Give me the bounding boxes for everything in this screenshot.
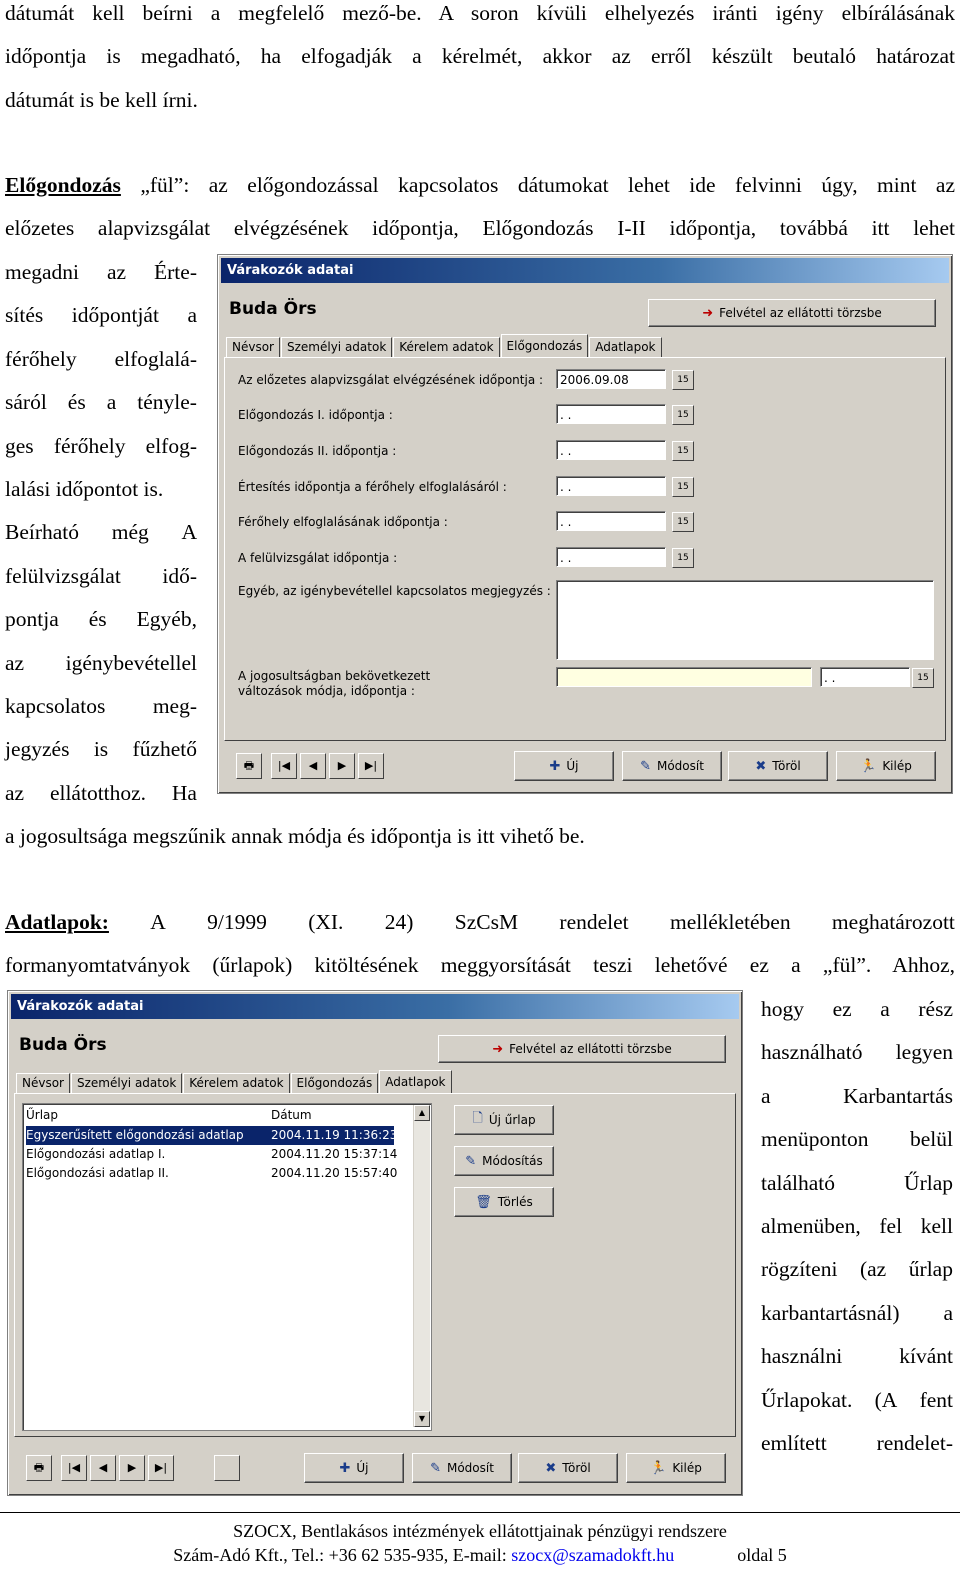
text-line: dátumát is be kell írni.	[5, 87, 198, 112]
word: használható	[761, 1040, 863, 1065]
delete-icon: ✖	[545, 1460, 557, 1476]
word: az	[5, 650, 25, 675]
rights-label	[238, 669, 430, 699]
modify-form-icon: ✎	[465, 1153, 477, 1169]
word: rész	[918, 997, 953, 1021]
adatlapok-heading: Adatlapok:	[5, 910, 109, 934]
text-line	[5, 555, 197, 598]
forms-list[interactable]	[22, 1103, 432, 1431]
delete-icon: ✖	[755, 758, 767, 774]
word: sáról	[5, 390, 47, 415]
text-line	[5, 642, 197, 685]
word: Ha	[171, 780, 197, 805]
word: lalási időpontot is.	[5, 477, 164, 502]
transfer-icon: ➜	[702, 305, 714, 321]
word: Űrlap	[904, 1170, 953, 1195]
calendar-icon[interactable]: 15	[672, 548, 694, 568]
word: fent	[919, 1387, 953, 1412]
elogondozas-heading: Előgondozás	[5, 173, 121, 197]
text-line	[5, 598, 197, 641]
text-line	[761, 1118, 953, 1161]
date-input-ferohely[interactable]: . .	[556, 511, 666, 531]
dialog-adatlapok	[7, 990, 743, 1496]
text-line	[5, 772, 197, 815]
word: található	[761, 1170, 836, 1195]
text-line	[761, 1422, 953, 1465]
word: hogy	[761, 997, 804, 1021]
word: almenüben,	[761, 1214, 861, 1239]
text-line	[761, 1162, 953, 1205]
footer-line-2	[0, 1543, 960, 1567]
modify-button[interactable]	[412, 1453, 512, 1483]
field-label: A felülvizsgálat időpontja :	[238, 551, 398, 565]
tab-kerelem-adatok[interactable]: Kérelem adatok	[393, 337, 499, 357]
tab-adatlapok[interactable]: Adatlapok	[379, 1070, 451, 1093]
text-line	[761, 1292, 953, 1335]
word: meg-	[152, 694, 197, 719]
calendar-icon[interactable]: 15	[672, 370, 694, 390]
word: Érte-	[154, 260, 197, 284]
word: említett	[761, 1431, 827, 1456]
word: ez	[832, 997, 852, 1021]
word: (XI.	[308, 910, 344, 934]
text-line	[761, 988, 953, 1031]
calendar-icon[interactable]: 15	[672, 405, 694, 425]
word: A	[181, 520, 197, 545]
list-header-form: Űrlap	[26, 1108, 59, 1122]
delete-button[interactable]	[728, 751, 828, 781]
date-input-felulvizsgalat[interactable]: . .	[556, 547, 666, 567]
word: tényle-	[137, 390, 197, 415]
transfer-button-label: Felvétel az ellátotti törzsbe	[719, 306, 882, 320]
text-line	[761, 1379, 953, 1422]
print-button[interactable]: 🖶	[26, 1455, 52, 1481]
footer-email-link[interactable]: szocx@szamadokft.hu	[511, 1545, 675, 1565]
word: Karbantartás	[843, 1083, 953, 1108]
word: belül	[910, 1127, 953, 1152]
word: (A	[874, 1387, 898, 1412]
word: elfoglalá-	[114, 346, 197, 371]
delete-form-button-label: Törlés	[497, 1195, 533, 1209]
blank-toolbar-button[interactable]	[214, 1455, 240, 1481]
word: elfog-	[145, 433, 197, 458]
word: legyen	[895, 1040, 953, 1065]
word: rendelet-	[876, 1431, 953, 1456]
calendar-icon[interactable]: 15	[912, 668, 934, 688]
text-line	[5, 511, 197, 554]
exit-button[interactable]	[626, 1453, 726, 1483]
list-item-date: 2004.11.20 15:57:40	[271, 1166, 398, 1180]
modify-icon: ✎	[640, 758, 651, 774]
word: jegyzés	[5, 737, 70, 762]
text-line	[5, 901, 955, 944]
field-label: Az előzetes alapvizsgálat elvégzésének időpontja :	[238, 373, 544, 387]
text-line	[761, 1031, 953, 1074]
new-button-label: Új	[566, 759, 579, 773]
exit-button[interactable]	[836, 751, 936, 781]
field-label: Előgondozás I. időpontja :	[238, 408, 393, 422]
modify-button[interactable]	[622, 751, 722, 781]
list-header-date: Dátum	[271, 1108, 312, 1122]
date-input-alapvizsgalat[interactable]: 2006.09.08	[556, 369, 666, 389]
text-line: formanyomtatványok (űrlapok) kitöltésének meggyorsítását teszi lehetővé ez a „fül”. Ahhoz,	[5, 953, 955, 978]
text-line	[5, 685, 197, 728]
word: fűzhető	[132, 737, 197, 762]
trash-icon: 🗑	[475, 1194, 492, 1210]
tab-elogondozas[interactable]: Előgondozás	[501, 334, 589, 357]
list-item[interactable]	[26, 1145, 398, 1164]
print-button[interactable]: 🖶	[236, 753, 262, 779]
word: karbantartásnál)	[761, 1300, 900, 1325]
prev-record-button[interactable]: ◀	[90, 1455, 116, 1481]
list-scrollbar[interactable]	[413, 1105, 430, 1427]
elogondozas-wrap-text	[5, 251, 197, 815]
word: 24)	[384, 910, 414, 934]
rights-label-line: A jogosultságban bekövetkezett	[238, 669, 431, 683]
exit-button-label: Kilép	[672, 1461, 702, 1475]
text-line	[5, 425, 197, 468]
word: (az	[859, 1257, 887, 1282]
first-record-button[interactable]: |◀	[61, 1455, 87, 1481]
new-button[interactable]	[304, 1453, 404, 1483]
note-label: Egyéb, az igénybevétellel kapcsolatos megjegyzés :	[238, 584, 551, 598]
transfer-button[interactable]	[648, 299, 936, 327]
word: menüponton	[761, 1127, 869, 1152]
next-record-button[interactable]: ▶	[329, 753, 355, 779]
list-item-date: 2004.11.19 11:36:23	[271, 1128, 398, 1142]
list-item[interactable]	[26, 1126, 398, 1145]
word: és	[67, 390, 86, 415]
word: férőhely	[53, 433, 126, 458]
adatlapok-paragraph	[5, 901, 955, 988]
dialog-elogondozas	[217, 254, 953, 794]
tab-szemelyi-adatok[interactable]: Személyi adatok	[71, 1073, 182, 1093]
word: a	[943, 1300, 953, 1325]
list-item-form: Előgondozási adatlap I.	[26, 1147, 166, 1161]
list-item[interactable]	[26, 1164, 398, 1183]
word: a	[187, 303, 197, 328]
note-textarea[interactable]	[556, 580, 934, 660]
modify-button-label: Módosít	[656, 759, 704, 773]
word: az	[5, 780, 25, 805]
list-item-form: Előgondozási adatlap II.	[26, 1166, 169, 1180]
date-input-ertesites[interactable]: . .	[556, 476, 666, 496]
new-button[interactable]	[514, 751, 614, 781]
field-label: Férőhely elfoglalásának időpontja :	[238, 515, 448, 529]
calendar-icon[interactable]: 15	[672, 512, 694, 532]
delete-button-label: Töröl	[562, 1461, 591, 1475]
word: Beírható	[5, 520, 80, 545]
word: is	[93, 737, 109, 762]
rights-text-input[interactable]	[556, 667, 812, 687]
tab-bar	[16, 1071, 453, 1093]
delete-button[interactable]	[518, 1453, 618, 1483]
tab-nevsor[interactable]: Névsor	[16, 1073, 70, 1093]
text-line	[5, 294, 197, 337]
elogondozas-last-line	[5, 815, 955, 858]
rights-label-line: változások módja, időpontja :	[238, 684, 415, 698]
text-line	[761, 1335, 953, 1378]
word: felülvizsgálat	[5, 563, 121, 588]
word: még	[111, 520, 149, 545]
word: pontja	[5, 607, 59, 632]
word: fel	[879, 1214, 903, 1239]
modify-form-button[interactable]	[454, 1146, 554, 1176]
dialog-title: Várakozók adatai	[11, 994, 739, 1019]
text-line	[761, 1248, 953, 1291]
tab-adatlapok[interactable]: Adatlapok	[589, 337, 661, 357]
word: meghatározott	[831, 910, 955, 934]
word: rögzíteni	[761, 1257, 838, 1282]
date-input-elogondozas-1[interactable]: . .	[556, 404, 666, 424]
text-line	[761, 1205, 953, 1248]
list-item-date: 2004.11.20 15:37:14	[271, 1147, 398, 1161]
text-span: „fül”: az előgondozással kapcsolatos dátumokat lehet ide felvinni úgy, mint az	[120, 173, 955, 197]
text-line: időpontja is megadható, ha elfogadják a kérelmét, akkor az erről készült beutaló határozat	[5, 44, 955, 69]
footer-rule	[0, 1512, 960, 1513]
word: kell	[920, 1214, 953, 1239]
text-line	[5, 251, 197, 294]
exit-button-label: Kilép	[882, 759, 912, 773]
word: rendelet	[559, 910, 629, 934]
word: ges	[5, 433, 34, 458]
word: kívánt	[899, 1344, 953, 1369]
word: időpontját	[71, 303, 159, 328]
modify-button-label: Módosít	[446, 1461, 494, 1475]
word: mellékletében	[670, 910, 791, 934]
word: és	[88, 607, 107, 632]
list-item-form: Egyszerűsített előgondozási adatlap	[26, 1128, 244, 1142]
footer-line-1: SZOCX, Bentlakásos intézmények ellátottjainak pénzügyi rendszere	[233, 1521, 727, 1541]
exit-icon: 🏃	[650, 1460, 667, 1476]
transfer-icon: ➜	[492, 1041, 504, 1057]
word: sítés	[5, 303, 44, 328]
page-number: oldal 5	[737, 1545, 787, 1565]
word: Űrlapokat.	[761, 1387, 853, 1412]
tab-kerelem-adatok[interactable]: Kérelem adatok	[183, 1073, 289, 1093]
person-name: Buda Örs	[229, 299, 317, 319]
word: A	[150, 910, 166, 934]
transfer-button[interactable]	[438, 1035, 726, 1063]
word: az	[106, 260, 127, 284]
dialog-title: Várakozók adatai	[221, 258, 949, 283]
word: Egyéb,	[136, 607, 197, 632]
new-form-button[interactable]	[454, 1105, 554, 1135]
tab-bar	[226, 335, 663, 357]
new-icon: ✚	[339, 1460, 351, 1476]
modify-form-button-label: Módosítás	[482, 1154, 543, 1168]
word: megadni	[5, 260, 80, 284]
field-label: Előgondozás II. időpontja :	[238, 444, 397, 458]
word: a	[880, 997, 890, 1021]
text-line: a jogosultsága megszűnik annak módja és időpontja is itt vihető be.	[5, 824, 585, 848]
word: használni	[761, 1344, 843, 1369]
text-line	[5, 728, 197, 771]
delete-button-label: Töröl	[772, 759, 801, 773]
last-record-button[interactable]: ▶|	[358, 753, 384, 779]
word: férőhely	[5, 346, 77, 371]
delete-form-button[interactable]	[454, 1187, 554, 1217]
word: idő-	[162, 563, 197, 588]
exit-icon: 🏃	[860, 758, 877, 774]
word: igénybevétellel	[65, 650, 197, 675]
transfer-button-label: Felvétel az ellátotti törzsbe	[509, 1042, 672, 1056]
word: SzCsM	[454, 910, 519, 934]
word: a	[761, 1083, 771, 1108]
last-record-button[interactable]: ▶|	[148, 1455, 174, 1481]
tab-nevsor[interactable]: Névsor	[226, 337, 280, 357]
footer-spacer	[674, 1545, 737, 1565]
adatlapok-wrap-text	[761, 988, 953, 1465]
elogondozas-paragraph	[5, 164, 955, 251]
text-line	[5, 381, 197, 424]
word: ellátotthoz.	[49, 780, 147, 805]
text-line	[5, 164, 955, 207]
tab-elogondozas[interactable]: Előgondozás	[291, 1073, 379, 1093]
calendar-icon[interactable]: 15	[672, 441, 694, 461]
text-line: dátumát kell beírni a megfelelő mező-be. A soron kívüli elhelyezés iránti igény elbírálásának	[5, 1, 955, 25]
first-record-button[interactable]: |◀	[271, 753, 297, 779]
prev-record-button[interactable]: ◀	[300, 753, 326, 779]
new-form-icon: 🗋	[472, 1111, 483, 1126]
intro-paragraph	[5, 0, 955, 122]
field-label: Értesítés időpontja a férőhely elfoglalásáról :	[238, 480, 507, 494]
next-record-button[interactable]: ▶	[119, 1455, 145, 1481]
new-form-button-label: Új űrlap	[488, 1113, 536, 1127]
new-button-label: Új	[356, 1461, 369, 1475]
date-input-elogondozas-2[interactable]: . .	[556, 440, 666, 460]
modify-icon: ✎	[430, 1460, 441, 1476]
text-line	[761, 1075, 953, 1118]
text-line	[5, 338, 197, 381]
word: űrlap	[908, 1257, 953, 1282]
footer-contact: Szám-Adó Kft., Tel.: +36 62 535-935, E-mail:	[173, 1545, 512, 1565]
rights-date-input[interactable]: . .	[820, 667, 910, 687]
person-name: Buda Örs	[19, 1035, 107, 1055]
word: 9/1999	[207, 910, 267, 934]
text-line: előzetes alapvizsgálat elvégzésének időpontja, Előgondozás I-II időpontja, továbbá itt lehet	[5, 216, 955, 241]
scroll-up-icon[interactable]: ▲	[414, 1105, 430, 1121]
word: kapcsolatos	[5, 694, 106, 719]
calendar-icon[interactable]: 15	[672, 477, 694, 497]
text-line	[5, 468, 197, 511]
word: a	[106, 390, 117, 415]
tab-szemelyi-adatok[interactable]: Személyi adatok	[281, 337, 392, 357]
new-icon: ✚	[549, 758, 561, 774]
scroll-down-icon[interactable]: ▼	[414, 1411, 430, 1427]
